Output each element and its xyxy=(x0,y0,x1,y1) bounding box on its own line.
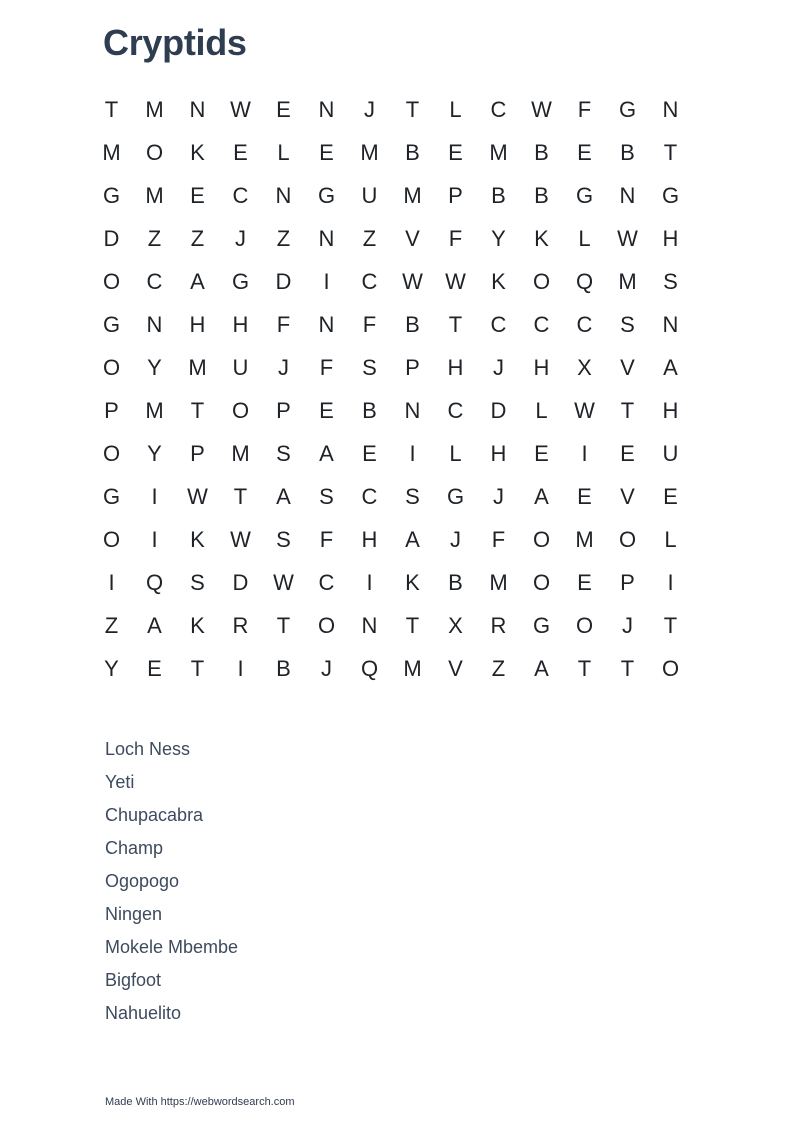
grid-cell[interactable]: Y xyxy=(147,441,162,466)
grid-cell[interactable]: F xyxy=(448,226,463,251)
grid-row xyxy=(90,561,692,604)
grid-cell[interactable]: M xyxy=(102,140,121,165)
grid-row xyxy=(90,217,692,260)
grid-cell[interactable]: S xyxy=(362,355,377,380)
grid-cell[interactable]: T xyxy=(405,613,420,638)
grid-cell[interactable]: N xyxy=(662,312,679,337)
grid-cell[interactable]: B xyxy=(405,140,420,165)
grid-cell[interactable]: H xyxy=(447,355,464,380)
grid-cell[interactable]: A xyxy=(276,484,291,509)
grid-row xyxy=(90,131,692,174)
grid-cell[interactable]: Z xyxy=(491,656,506,681)
grid-cell[interactable]: E xyxy=(276,97,291,122)
grid-cell[interactable]: A xyxy=(663,355,678,380)
grid-cell[interactable]: M xyxy=(360,140,379,165)
grid-cell[interactable]: T xyxy=(577,656,592,681)
grid-cell[interactable]: P xyxy=(190,441,205,466)
grid-cell[interactable]: O xyxy=(102,269,121,294)
grid-cell[interactable]: W xyxy=(574,398,595,423)
grid-row xyxy=(90,518,692,561)
grid-cell[interactable]: A xyxy=(534,656,549,681)
grid-cell[interactable]: Q xyxy=(360,656,379,681)
grid-cell[interactable]: E xyxy=(534,441,549,466)
grid-cell[interactable]: B xyxy=(405,312,420,337)
grid-cell[interactable]: O xyxy=(532,570,551,595)
grid-cell[interactable]: D xyxy=(275,269,292,294)
grid-cell[interactable]: B xyxy=(534,140,549,165)
grid-cell[interactable]: T xyxy=(448,312,463,337)
grid-cell[interactable]: E xyxy=(663,484,678,509)
grid-cell[interactable]: P xyxy=(448,183,463,208)
word-list-item: Ogopogo xyxy=(105,871,180,891)
grid-cell[interactable]: M xyxy=(145,183,164,208)
grid-cell[interactable]: C xyxy=(146,269,163,294)
grid-cell[interactable]: B xyxy=(362,398,377,423)
grid-cell[interactable]: G xyxy=(231,269,250,294)
grid-cell[interactable]: W xyxy=(617,226,638,251)
grid-cell[interactable]: T xyxy=(620,656,635,681)
grid-cell[interactable]: A xyxy=(147,613,162,638)
grid-cell[interactable]: B xyxy=(448,570,463,595)
grid-cell[interactable]: M xyxy=(145,398,164,423)
grid-row xyxy=(90,303,692,346)
grid-cell[interactable]: M xyxy=(575,527,594,552)
grid-cell[interactable]: N xyxy=(662,97,679,122)
grid-cell[interactable]: Q xyxy=(145,570,164,595)
word-list-item: Nahuelito xyxy=(105,1003,182,1023)
grid-cell[interactable]: H xyxy=(361,527,378,552)
grid-cell[interactable]: W xyxy=(187,484,208,509)
grid-cell[interactable]: H xyxy=(232,312,249,337)
grid-cell[interactable]: E xyxy=(620,441,635,466)
grid-cell[interactable]: W xyxy=(230,527,251,552)
grid-cell[interactable]: L xyxy=(664,527,677,552)
grid-cell[interactable]: M xyxy=(403,183,422,208)
grid-cell[interactable]: C xyxy=(490,97,507,122)
grid-cell[interactable]: Q xyxy=(575,269,594,294)
grid-cell[interactable]: S xyxy=(276,527,291,552)
grid-cell[interactable]: V xyxy=(620,484,635,509)
grid-cell[interactable]: P xyxy=(276,398,291,423)
grid-cell[interactable]: G xyxy=(661,183,680,208)
grid-cell[interactable]: P xyxy=(104,398,119,423)
grid-cell[interactable]: C xyxy=(361,269,378,294)
word-list-item: Ningen xyxy=(105,904,163,924)
grid-cell[interactable]: L xyxy=(449,97,462,122)
grid-cell[interactable]: V xyxy=(405,226,420,251)
grid-cell[interactable]: N xyxy=(318,97,335,122)
grid-cell[interactable]: B xyxy=(534,183,549,208)
grid-cell[interactable]: Z xyxy=(190,226,205,251)
grid-cell[interactable]: A xyxy=(190,269,205,294)
grid-row xyxy=(90,346,692,389)
grid-cell[interactable]: E xyxy=(577,570,592,595)
grid-cell[interactable]: A xyxy=(534,484,549,509)
letter-grid xyxy=(90,88,692,690)
grid-cell[interactable]: M xyxy=(403,656,422,681)
grid-cell[interactable]: M xyxy=(618,269,637,294)
grid-cell[interactable]: N xyxy=(404,398,421,423)
grid-cell[interactable]: G xyxy=(102,484,121,509)
grid-cell[interactable]: N xyxy=(189,97,206,122)
grid-cell[interactable]: G xyxy=(532,613,551,638)
grid-cell[interactable]: W xyxy=(273,570,294,595)
grid-cell[interactable]: K xyxy=(491,269,506,294)
grid-cell[interactable]: W xyxy=(531,97,552,122)
grid-cell[interactable]: H xyxy=(490,441,507,466)
grid-cell[interactable]: L xyxy=(449,441,462,466)
grid-cell[interactable]: Z xyxy=(276,226,291,251)
grid-cell[interactable]: J xyxy=(493,484,504,509)
grid-cell[interactable]: F xyxy=(276,312,291,337)
grid-cell[interactable]: L xyxy=(277,140,290,165)
grid-cell[interactable]: V xyxy=(448,656,463,681)
grid-cell[interactable]: T xyxy=(276,613,291,638)
grid-cell[interactable]: O xyxy=(102,355,121,380)
grid-cell[interactable]: O xyxy=(661,656,680,681)
grid-cell[interactable]: E xyxy=(190,183,205,208)
grid-cell[interactable]: L xyxy=(535,398,548,423)
grid-row xyxy=(90,389,692,432)
grid-cell[interactable]: C xyxy=(533,312,550,337)
word-list-item: Yeti xyxy=(105,772,135,792)
grid-cell[interactable]: E xyxy=(233,140,248,165)
page-title: Cryptids xyxy=(103,22,247,63)
grid-cell[interactable]: X xyxy=(448,613,463,638)
grid-row xyxy=(90,174,692,217)
grid-cell[interactable]: T xyxy=(190,398,205,423)
grid-cell[interactable]: U xyxy=(662,441,679,466)
grid-cell[interactable]: A xyxy=(405,527,420,552)
grid-cell[interactable]: M xyxy=(231,441,250,466)
grid-cell[interactable]: S xyxy=(620,312,635,337)
grid-cell[interactable]: G xyxy=(102,312,121,337)
grid-cell[interactable]: K xyxy=(534,226,549,251)
grid-cell[interactable]: T xyxy=(190,656,205,681)
grid-cell[interactable]: J xyxy=(622,613,633,638)
grid-cell[interactable]: I xyxy=(409,441,416,466)
grid-cell[interactable]: F xyxy=(577,97,592,122)
grid-cell[interactable]: J xyxy=(364,97,375,122)
grid-cell[interactable]: G xyxy=(446,484,465,509)
grid-cell[interactable]: D xyxy=(490,398,507,423)
grid-cell[interactable]: B xyxy=(491,183,506,208)
word-list-item: Mokele Mbembe xyxy=(105,937,239,957)
grid-cell[interactable]: Y xyxy=(147,355,162,380)
grid-cell[interactable]: C xyxy=(576,312,593,337)
grid-cell[interactable]: G xyxy=(317,183,336,208)
word-list xyxy=(105,736,238,1033)
grid-cell[interactable]: S xyxy=(276,441,291,466)
grid-cell[interactable]: M xyxy=(145,97,164,122)
grid-cell[interactable]: L xyxy=(578,226,591,251)
grid-cell[interactable]: O xyxy=(231,398,250,423)
grid-cell[interactable]: I xyxy=(108,570,115,595)
grid-cell[interactable]: P xyxy=(405,355,420,380)
grid-cell[interactable]: N xyxy=(318,312,335,337)
grid-cell[interactable]: C xyxy=(447,398,464,423)
grid-row xyxy=(90,604,692,647)
grid-cell[interactable]: J xyxy=(450,527,461,552)
grid-cell[interactable]: D xyxy=(232,570,249,595)
grid-cell[interactable]: O xyxy=(145,140,164,165)
grid-cell[interactable]: Z xyxy=(147,226,162,251)
grid-cell[interactable]: F xyxy=(491,527,506,552)
grid-cell[interactable]: I xyxy=(366,570,373,595)
grid-cell[interactable]: F xyxy=(362,312,377,337)
grid-cell[interactable]: O xyxy=(102,527,121,552)
grid-cell[interactable]: Z xyxy=(362,226,377,251)
grid-cell[interactable]: I xyxy=(667,570,674,595)
grid-cell[interactable]: N xyxy=(361,613,378,638)
grid-cell[interactable]: K xyxy=(405,570,420,595)
grid-row xyxy=(90,475,692,518)
grid-cell[interactable]: J xyxy=(235,226,246,251)
grid-cell[interactable]: I xyxy=(323,269,330,294)
grid-cell[interactable]: R xyxy=(232,613,249,638)
grid-cell[interactable]: Y xyxy=(491,226,506,251)
grid-cell[interactable]: U xyxy=(232,355,249,380)
grid-cell[interactable]: T xyxy=(405,97,420,122)
grid-cell[interactable]: E xyxy=(577,484,592,509)
grid-cell[interactable]: G xyxy=(575,183,594,208)
grid-cell[interactable]: O xyxy=(618,527,637,552)
grid-cell[interactable]: A xyxy=(319,441,334,466)
grid-cell[interactable]: C xyxy=(318,570,335,595)
grid-cell[interactable]: J xyxy=(493,355,504,380)
grid-row xyxy=(90,260,692,303)
grid-cell[interactable]: O xyxy=(317,613,336,638)
grid-cell[interactable]: D xyxy=(103,226,120,251)
word-list-item: Bigfoot xyxy=(105,970,162,990)
grid-cell[interactable]: R xyxy=(490,613,507,638)
grid-row xyxy=(90,647,692,690)
grid-row xyxy=(90,432,692,475)
grid-cell[interactable]: G xyxy=(102,183,121,208)
grid-cell[interactable]: U xyxy=(361,183,378,208)
grid-cell[interactable]: C xyxy=(490,312,507,337)
grid-cell[interactable]: T xyxy=(233,484,248,509)
grid-cell[interactable]: E xyxy=(319,398,334,423)
word-list-item: Chupacabra xyxy=(105,805,204,825)
grid-cell[interactable]: H xyxy=(662,398,679,423)
grid-cell[interactable]: H xyxy=(189,312,206,337)
grid-cell[interactable]: S xyxy=(190,570,205,595)
grid-cell[interactable]: T xyxy=(663,613,678,638)
grid-cell[interactable]: S xyxy=(663,269,678,294)
grid-cell[interactable]: P xyxy=(620,570,635,595)
grid-cell[interactable]: F xyxy=(319,527,334,552)
grid-cell[interactable]: E xyxy=(319,140,334,165)
grid-cell[interactable]: B xyxy=(620,140,635,165)
grid-cell[interactable]: H xyxy=(533,355,550,380)
grid-cell[interactable]: O xyxy=(575,613,594,638)
grid-cell[interactable]: N xyxy=(275,183,292,208)
grid-cell[interactable]: M xyxy=(489,570,508,595)
grid-cell[interactable]: E xyxy=(577,140,592,165)
grid-cell[interactable]: C xyxy=(232,183,249,208)
grid-cell[interactable]: H xyxy=(662,226,679,251)
word-list-item: Loch Ness xyxy=(105,739,191,759)
grid-cell[interactable]: I xyxy=(237,656,244,681)
grid-cell[interactable]: T xyxy=(104,97,119,122)
grid-cell[interactable]: W xyxy=(402,269,423,294)
grid-cell[interactable]: T xyxy=(663,140,678,165)
grid-cell[interactable]: K xyxy=(190,613,205,638)
grid-cell[interactable]: S xyxy=(319,484,334,509)
grid-cell[interactable]: E xyxy=(448,140,463,165)
grid-cell[interactable]: O xyxy=(532,269,551,294)
grid-cell[interactable]: N xyxy=(146,312,163,337)
grid-cell[interactable]: N xyxy=(318,226,335,251)
grid-cell[interactable]: E xyxy=(147,656,162,681)
footer-credit: Made With https://webwordsearch.com xyxy=(105,1096,295,1108)
grid-cell[interactable]: X xyxy=(577,355,592,380)
grid-row xyxy=(90,88,692,131)
grid-cell[interactable]: I xyxy=(151,527,158,552)
grid-cell[interactable]: S xyxy=(405,484,420,509)
grid-cell[interactable]: J xyxy=(278,355,289,380)
grid-cell[interactable]: E xyxy=(362,441,377,466)
grid-cell[interactable]: K xyxy=(190,527,205,552)
grid-cell[interactable]: V xyxy=(620,355,635,380)
grid-cell[interactable]: O xyxy=(102,441,121,466)
grid-cell[interactable]: T xyxy=(620,398,635,423)
grid-cell[interactable]: J xyxy=(321,656,332,681)
grid-cell[interactable]: M xyxy=(489,140,508,165)
grid-cell[interactable]: Y xyxy=(104,656,119,681)
grid-cell[interactable]: W xyxy=(230,97,251,122)
grid-cell[interactable]: G xyxy=(618,97,637,122)
grid-cell[interactable]: I xyxy=(581,441,588,466)
grid-cell[interactable]: I xyxy=(151,484,158,509)
word-list-item: Champ xyxy=(105,838,164,858)
grid-cell[interactable]: F xyxy=(319,355,334,380)
grid-cell[interactable]: K xyxy=(190,140,205,165)
grid-cell[interactable]: C xyxy=(361,484,378,509)
grid-cell[interactable]: N xyxy=(619,183,636,208)
grid-cell[interactable]: B xyxy=(276,656,291,681)
grid-cell[interactable]: W xyxy=(445,269,466,294)
grid-cell[interactable]: Z xyxy=(104,613,119,638)
grid-cell[interactable]: M xyxy=(188,355,207,380)
grid-cell[interactable]: O xyxy=(532,527,551,552)
